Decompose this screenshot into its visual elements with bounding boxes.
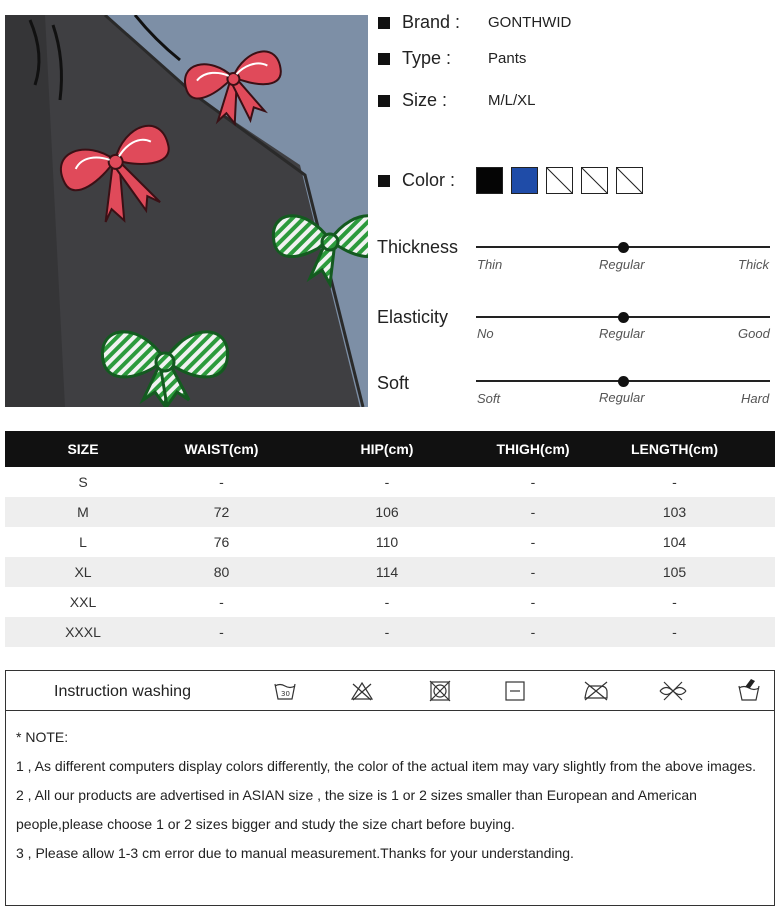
table-cell: S xyxy=(78,474,88,490)
table-cell: 103 xyxy=(662,504,687,520)
bullet-square-icon xyxy=(378,95,390,107)
bullet-square-icon xyxy=(378,175,390,187)
table-row xyxy=(5,527,775,557)
scale-thickness-mid: Regular xyxy=(599,257,645,272)
table-cell: - xyxy=(384,474,390,490)
table-row xyxy=(5,587,775,617)
table-cell: - xyxy=(219,474,224,490)
do-not-dry-clean-icon xyxy=(658,680,682,702)
bullet-square-icon xyxy=(378,53,390,65)
scale-elasticity-mid: Regular xyxy=(599,326,645,341)
table-cell: 104 xyxy=(662,534,687,550)
spec-color xyxy=(378,170,488,191)
hand-wash-30-icon xyxy=(273,680,297,702)
scale-elasticity-max: Good xyxy=(738,326,770,341)
note-line: 2 , All our products are advertised in ASIAN size , the size is 1 or 2 sizes smaller than European and American people,please choose 1 or 2 sizes bigger and study the size chart before buying. xyxy=(16,787,697,832)
scale-soft-min: Soft xyxy=(477,391,501,406)
table-cell: - xyxy=(672,594,677,610)
spec-type xyxy=(378,48,526,69)
table-cell: 110 xyxy=(375,534,399,550)
table-cell: - xyxy=(219,624,224,640)
table-cell: XL xyxy=(74,564,92,580)
scale-elasticity-min: No xyxy=(477,326,494,341)
spec-brand xyxy=(378,12,571,33)
column-header: WAIST(cm) xyxy=(184,441,259,457)
scale-thickness-marker xyxy=(618,242,629,253)
color-swatch-blue[interactable] xyxy=(511,167,538,194)
column-header: SIZE xyxy=(67,441,99,457)
size-table-header xyxy=(5,431,775,467)
table-cell: - xyxy=(530,474,536,490)
color-swatch-empty[interactable] xyxy=(616,167,643,194)
scale-soft-marker xyxy=(618,376,629,387)
spec-brand-label: Brand : xyxy=(402,12,461,32)
scale-elasticity-marker xyxy=(618,312,629,323)
table-cell: 105 xyxy=(662,564,687,580)
table-row xyxy=(5,557,775,587)
dry-flat-icon xyxy=(503,680,527,702)
table-cell: - xyxy=(384,594,390,610)
table-cell: - xyxy=(530,624,536,640)
spec-size-label: Size : xyxy=(402,90,448,110)
svg-text:30: 30 xyxy=(281,690,290,698)
color-swatch-black[interactable] xyxy=(476,167,503,194)
hand-wash-only-icon xyxy=(737,676,761,698)
do-not-bleach-icon xyxy=(350,680,374,702)
table-row xyxy=(5,617,775,647)
product-photo xyxy=(5,15,368,407)
spec-size-value: M/L/XL xyxy=(488,92,536,109)
table-cell: M xyxy=(77,504,89,520)
table-cell: - xyxy=(530,594,536,610)
scale-soft-label: Soft xyxy=(377,373,410,393)
spec-brand-value: GONTHWID xyxy=(488,14,572,31)
bullet-square-icon xyxy=(378,17,390,29)
table-cell: - xyxy=(219,594,224,610)
table-cell: 72 xyxy=(213,504,230,520)
scale-thickness-label: Thickness xyxy=(377,237,459,257)
table-cell: XXXL xyxy=(65,624,101,640)
scale-thickness-max: Thick xyxy=(738,257,770,272)
spec-type-value: Pants xyxy=(488,50,527,67)
table-cell: L xyxy=(79,534,87,550)
table-row xyxy=(5,497,775,527)
note-section xyxy=(16,723,772,868)
table-cell: XXL xyxy=(69,594,97,610)
table-cell: 76 xyxy=(213,534,230,550)
washing-title: Instruction washing xyxy=(54,683,191,700)
scale-soft-mid: Regular xyxy=(599,390,645,405)
column-header: THIGH(cm) xyxy=(496,441,570,457)
spec-size xyxy=(378,90,536,111)
table-cell: - xyxy=(530,504,536,520)
note-line: 3 , Please allow 1-3 cm error due to manual measurement.Thanks for your understanding. xyxy=(16,845,574,861)
color-swatch-empty[interactable] xyxy=(581,167,608,194)
washing-header xyxy=(6,671,774,711)
note-line: 1 , As different computers display colors differently, the color of the actual item may vary slightly from the above images. xyxy=(16,758,757,774)
do-not-tumble-dry-icon xyxy=(428,680,452,702)
table-cell: - xyxy=(530,564,536,580)
washing-note-box xyxy=(5,670,775,906)
table-cell: - xyxy=(672,624,677,640)
note-heading: * NOTE: xyxy=(16,729,69,745)
color-swatch-empty[interactable] xyxy=(546,167,573,194)
table-cell: 106 xyxy=(375,504,399,520)
scale-thickness-min: Thin xyxy=(477,257,503,272)
scale-elasticity-label: Elasticity xyxy=(377,307,449,327)
table-cell: - xyxy=(672,474,677,490)
table-cell: 114 xyxy=(375,564,399,580)
table-cell: - xyxy=(530,534,536,550)
size-table xyxy=(5,431,775,647)
column-header: LENGTH(cm) xyxy=(630,441,719,457)
column-header: HIP(cm) xyxy=(360,441,414,457)
spec-color-label: Color : xyxy=(402,170,456,190)
table-row xyxy=(5,467,775,497)
table-cell: 80 xyxy=(213,564,230,580)
do-not-iron-icon xyxy=(582,680,606,702)
scale-soft-max: Hard xyxy=(741,391,770,406)
table-cell: - xyxy=(384,624,390,640)
spec-type-label: Type : xyxy=(402,48,452,68)
